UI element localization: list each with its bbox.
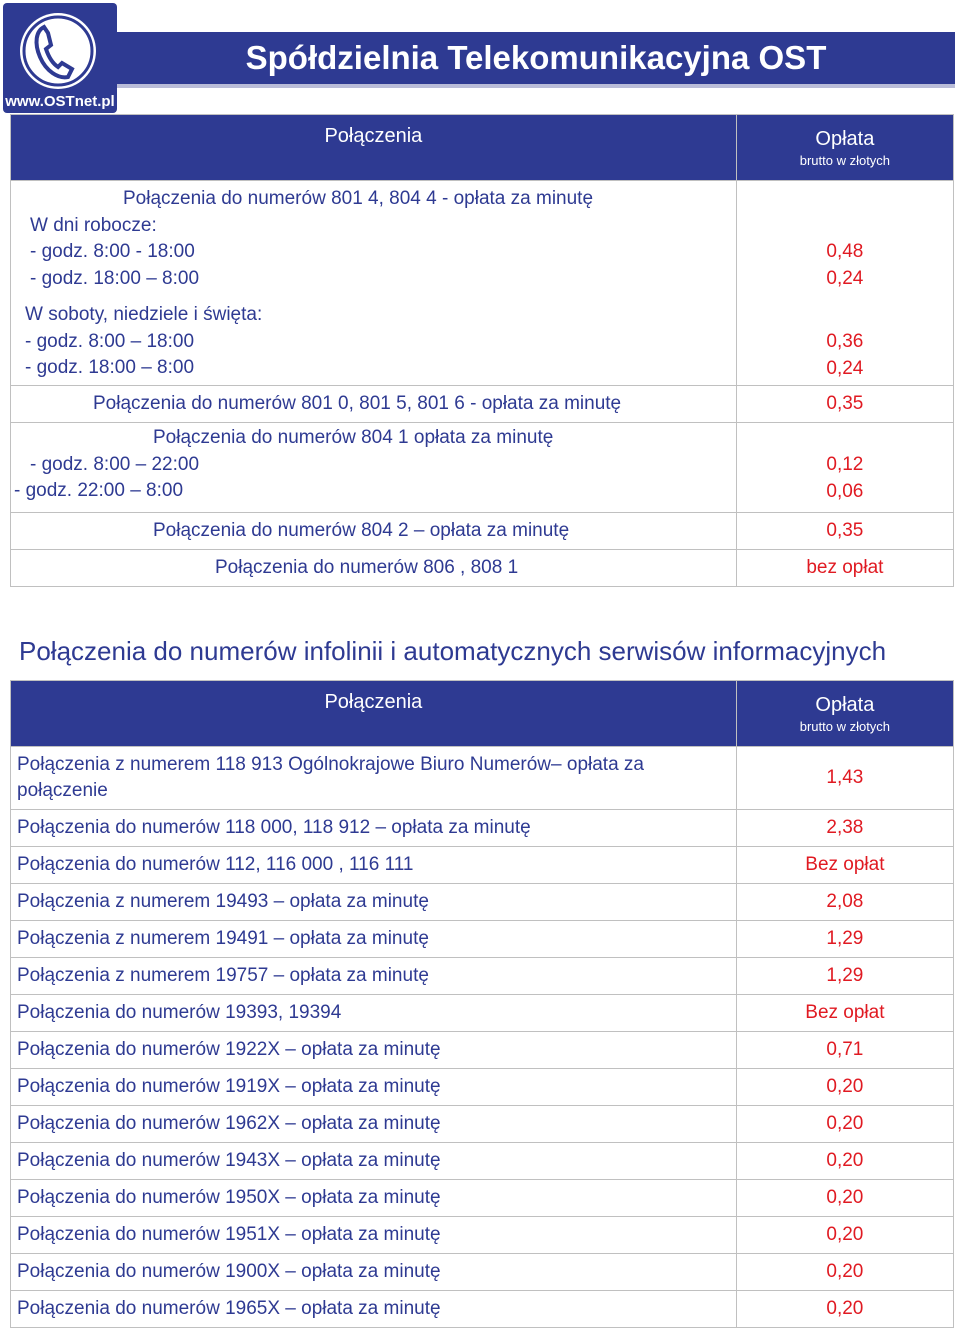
table-row	[11, 423, 954, 513]
table-row	[11, 550, 954, 587]
banner-underline	[117, 84, 955, 88]
row-price: 0,35	[736, 513, 953, 550]
price-value: 0,48	[826, 241, 864, 262]
row-label	[11, 181, 737, 386]
row-price	[736, 423, 953, 513]
row-price: 1,29	[736, 958, 953, 995]
fee-label: Opłata	[815, 128, 875, 150]
time-range: - godz. 8:00 - 18:00	[30, 241, 195, 262]
table-row	[11, 995, 954, 1032]
table-row	[11, 958, 954, 995]
weekend-label: W soboty, niedziele i święta:	[25, 304, 263, 325]
fee-sublabel: brutto w złotych	[799, 719, 891, 734]
tariff-table-1	[10, 114, 954, 587]
table-row	[11, 1032, 954, 1069]
table1-header-fee	[736, 115, 953, 181]
table2-header-fee	[736, 681, 953, 747]
row-label: Połączenia do numerów 804 2 – opłata za minutę	[11, 513, 737, 550]
block-title: Połączenia do numerów 804 1 opłata za minutę	[153, 427, 554, 448]
table1-header-row	[11, 115, 954, 181]
company-title: Spółdzielnia Telekomunikacyjna OST	[117, 32, 955, 84]
table-row	[11, 810, 954, 847]
block-title: Połączenia do numerów 801 4, 804 4 - opłata za minutę	[123, 188, 594, 209]
row-price: 0,20	[736, 1180, 953, 1217]
table-row	[11, 1291, 954, 1328]
logo-url: www.OSTnet.pl	[5, 93, 115, 110]
price-value: 0,36	[826, 331, 864, 352]
price-value: 0,24	[826, 267, 864, 289]
row-label: Połączenia do numerów 1922X – opłata za minutę	[11, 1032, 737, 1069]
row-label: Połączenia do numerów 1950X – opłata za minutę	[11, 1180, 737, 1217]
row-price: 0,20	[736, 1291, 953, 1328]
row-label: Połączenia do numerów 801 0, 801 5, 801 6 - opłata za minutę	[11, 386, 737, 423]
row-label: Połączenia z numerem 118 913 Ogólnokrajowe Biuro Numerów– opłata za połączenie	[11, 747, 737, 810]
row-label: Połączenia do numerów 1919X – opłata za minutę	[11, 1069, 737, 1106]
row-label: Połączenia do numerów 806 , 808 1	[11, 550, 737, 587]
table-row	[11, 386, 954, 423]
time-range: - godz. 18:00 – 8:00	[25, 357, 195, 378]
row-price: 0,20	[736, 1217, 953, 1254]
table2-body	[11, 747, 954, 1328]
row-label: Połączenia do numerów 19393, 19394	[11, 995, 737, 1032]
table2-header-connections: Połączenia	[11, 681, 737, 747]
table-row	[11, 847, 954, 884]
row-price: 2,08	[736, 884, 953, 921]
row-label	[11, 423, 737, 513]
phone-handset-icon	[20, 13, 96, 89]
row-price: 0,20	[736, 1069, 953, 1106]
table-row	[11, 884, 954, 921]
price-value: 0,24	[826, 357, 864, 379]
time-range: - godz. 22:00 – 8:00	[14, 480, 184, 501]
price-value: 0,06	[826, 480, 864, 502]
row-label: Połączenia z numerem 19757 – opłata za minutę	[11, 958, 737, 995]
table1-header-connections: Połączenia	[11, 115, 737, 181]
table-row	[11, 747, 954, 810]
table-row	[11, 1217, 954, 1254]
row-price: 0,20	[736, 1254, 953, 1291]
row-label: Połączenia do numerów 1951X – opłata za minutę	[11, 1217, 737, 1254]
row-price: 1,43	[736, 747, 953, 810]
logo	[3, 3, 117, 113]
row-price	[736, 181, 953, 386]
row-label: Połączenia do numerów 1965X – opłata za minutę	[11, 1291, 737, 1328]
row-price: 2,38	[736, 810, 953, 847]
row-label: Połączenia do numerów 112, 116 000 , 116 111	[11, 847, 737, 884]
table-row	[11, 513, 954, 550]
row-price: 0,20	[736, 1143, 953, 1180]
tariff-table-2	[10, 680, 954, 1328]
table-row	[11, 1180, 954, 1217]
row-price: 1,29	[736, 921, 953, 958]
row-price: 0,20	[736, 1106, 953, 1143]
weekday-label: W dni robocze:	[30, 214, 157, 236]
row-label: Połączenia do numerów 118 000, 118 912 – opłata za minutę	[11, 810, 737, 847]
row-label: Połączenia do numerów 1962X – opłata za minutę	[11, 1106, 737, 1143]
row-label: Połączenia do numerów 1900X – opłata za minutę	[11, 1254, 737, 1291]
row-price: Bez opłat	[736, 847, 953, 884]
row-price: 0,35	[736, 386, 953, 423]
fee-sublabel: brutto w złotych	[799, 153, 891, 168]
fee-label: Opłata	[815, 694, 875, 716]
time-range: - godz. 8:00 – 22:00	[30, 453, 200, 475]
page-header	[0, 0, 960, 114]
row-label: Połączenia do numerów 1943X – opłata za minutę	[11, 1143, 737, 1180]
row-price: bez opłat	[736, 550, 953, 587]
time-range: - godz. 8:00 – 18:00	[25, 330, 195, 352]
table2-header-row	[11, 681, 954, 747]
table-row	[11, 921, 954, 958]
section-title: Połączenia do numerów infolinii i automatycznych serwisów informacyjnych	[19, 636, 887, 666]
time-range: - godz. 18:00 – 8:00	[30, 267, 200, 289]
row-price: 0,71	[736, 1032, 953, 1069]
table-row	[11, 1069, 954, 1106]
row-label: Połączenia z numerem 19493 – opłata za minutę	[11, 884, 737, 921]
table-row	[11, 1254, 954, 1291]
table-row	[11, 1143, 954, 1180]
table-row	[11, 1106, 954, 1143]
row-label: Połączenia z numerem 19491 – opłata za minutę	[11, 921, 737, 958]
price-value: 0,12	[826, 454, 864, 475]
row-price: Bez opłat	[736, 995, 953, 1032]
table-row	[11, 181, 954, 386]
